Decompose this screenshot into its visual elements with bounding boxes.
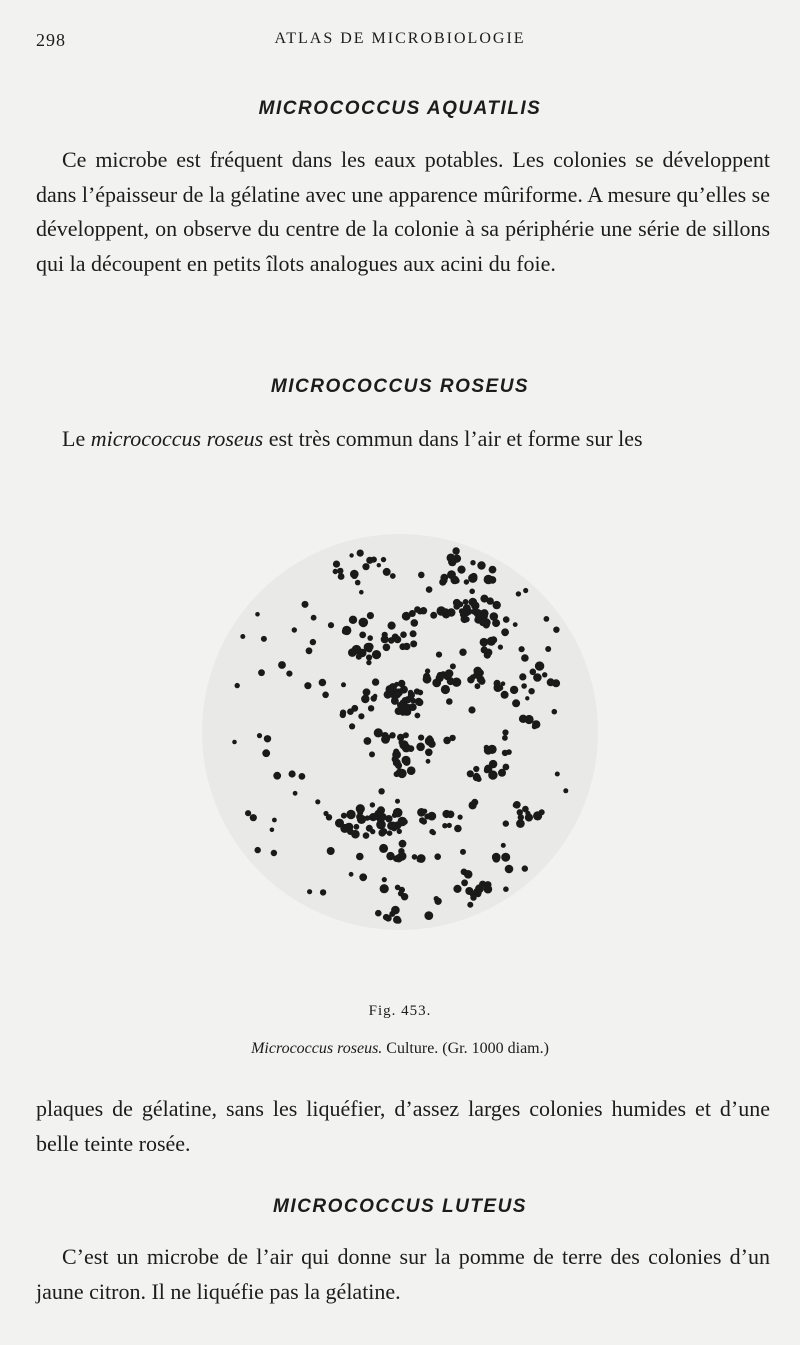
coccus-cell xyxy=(264,735,271,742)
coccus-cell xyxy=(407,766,416,775)
coccus-cell xyxy=(375,910,382,917)
coccus-cell xyxy=(521,654,529,662)
coccus-cell xyxy=(299,773,306,780)
running-title: ATLAS DE MICROBIOLOGIE xyxy=(274,30,526,47)
coccus-cell xyxy=(473,766,479,772)
coccus-cell xyxy=(351,705,358,712)
coccus-cell xyxy=(380,884,389,893)
coccus-cell xyxy=(412,854,418,860)
coccus-cell xyxy=(395,799,400,804)
coccus-cell xyxy=(394,771,400,777)
coccus-cell xyxy=(349,616,357,624)
coccus-cell xyxy=(363,832,370,839)
coccus-cell xyxy=(387,830,393,836)
coccus-cell xyxy=(513,622,518,627)
coccus-cell xyxy=(434,853,441,860)
coccus-cell xyxy=(393,808,403,818)
coccus-cell xyxy=(479,881,486,888)
coccus-cell xyxy=(235,683,240,688)
coccus-cell xyxy=(502,750,508,756)
coccus-cell xyxy=(379,844,388,853)
coccus-cell xyxy=(434,896,439,901)
coccus-cell xyxy=(366,643,374,651)
coccus-cell xyxy=(342,626,351,635)
coccus-cell xyxy=(502,729,508,735)
coccus-cell xyxy=(525,715,534,724)
coccus-cell xyxy=(441,577,448,584)
coccus-cell xyxy=(487,597,494,604)
coccus-cell xyxy=(422,809,427,814)
coccus-cell xyxy=(255,847,261,853)
coccus-cell xyxy=(383,568,391,576)
paragraph-aquatilis: Ce microbe est fréquent dans les eaux potables. Les colonies se développent dans l’épaisseur de la gélatine avec une apparence mûriforme. A mesure qu’elles se développent, on observe du centre de la colonie à sa périphérie une série de sillons qui la découpent en petits îlots analogues aux acini du foie. xyxy=(36,147,770,276)
coccus-cell xyxy=(503,616,510,623)
coccus-cell xyxy=(399,840,407,848)
coccus-cell xyxy=(389,732,395,738)
coccus-cell xyxy=(366,654,372,660)
coccus-cell xyxy=(467,902,473,908)
figure-caption xyxy=(0,1040,800,1058)
coccus-cell xyxy=(370,829,375,834)
coccus-cell xyxy=(392,750,401,759)
coccus-cell xyxy=(475,683,481,689)
coccus-cell xyxy=(356,804,365,813)
coccus-cell xyxy=(388,622,396,630)
coccus-cell xyxy=(519,646,525,652)
coccus-cell xyxy=(490,636,497,643)
coccus-cell xyxy=(367,635,373,641)
coccus-cell xyxy=(378,788,384,794)
coccus-cell xyxy=(372,650,381,659)
coccus-cell xyxy=(394,636,402,644)
coccus-cell xyxy=(278,661,286,669)
coccus-cell xyxy=(552,679,560,687)
coccus-cell xyxy=(489,566,497,574)
coccus-cell xyxy=(255,612,260,617)
coccus-cell xyxy=(261,636,267,642)
coccus-cell xyxy=(498,645,503,650)
coccus-cell xyxy=(519,673,526,680)
coccus-cell xyxy=(302,601,309,608)
coccus-cell xyxy=(501,691,509,699)
coccus-cell xyxy=(484,575,494,585)
coccus-cell xyxy=(372,678,379,685)
coccus-cell xyxy=(416,743,425,752)
coccus-cell xyxy=(437,672,444,679)
coccus-cell xyxy=(470,560,475,565)
coccus-cell xyxy=(270,828,275,833)
coccus-cell xyxy=(452,547,459,554)
coccus-cell xyxy=(469,589,475,595)
coccus-cell xyxy=(501,681,506,686)
coccus-cell xyxy=(388,637,395,644)
coccus-cell xyxy=(457,566,465,574)
coccus-cell xyxy=(426,759,431,764)
coccus-cell xyxy=(501,628,509,636)
coccus-cell xyxy=(447,811,455,819)
coccus-cell xyxy=(356,813,363,820)
coccus-cell xyxy=(311,615,317,621)
coccus-cell xyxy=(441,685,450,694)
coccus-cell xyxy=(436,652,442,658)
coccus-cell xyxy=(521,683,527,689)
coccus-cell xyxy=(359,618,369,628)
coccus-cell xyxy=(349,553,353,557)
coccus-cell xyxy=(489,760,497,768)
coccus-cell xyxy=(374,728,383,737)
coccus-cell xyxy=(383,644,391,652)
coccus-cell xyxy=(349,872,354,877)
coccus-cell xyxy=(340,712,346,718)
coccus-cell xyxy=(362,563,369,570)
coccus-cell xyxy=(447,677,455,685)
coccus-cell xyxy=(426,586,433,593)
coccus-cell xyxy=(545,646,551,652)
coccus-cell xyxy=(377,563,381,567)
coccus-cell xyxy=(408,692,415,699)
paragraph-roseus-suffix: est très commun dans l’air et forme sur les xyxy=(263,426,643,451)
coccus-cell xyxy=(335,819,344,828)
coccus-cell xyxy=(467,770,474,777)
coccus-cell xyxy=(513,802,519,808)
coccus-cell xyxy=(382,632,388,638)
coccus-cell xyxy=(425,749,433,757)
coccus-cell xyxy=(307,889,312,894)
coccus-cell xyxy=(552,709,558,715)
coccus-cell xyxy=(398,848,404,854)
coccus-cell xyxy=(394,682,399,687)
coccus-cell xyxy=(553,627,559,633)
coccus-cell xyxy=(245,810,251,816)
micrograph-field-disc xyxy=(202,534,598,930)
coccus-cell xyxy=(292,627,297,632)
coccus-cell xyxy=(315,799,320,804)
paragraph-roseus-prefix: Le xyxy=(62,426,91,451)
coccus-cell xyxy=(469,598,478,607)
coccus-cell xyxy=(443,737,451,745)
coccus-cell xyxy=(402,743,411,752)
coccus-cell xyxy=(377,806,385,814)
paragraph-roseus xyxy=(36,422,770,457)
coccus-cell xyxy=(232,740,237,745)
coccus-cell xyxy=(385,815,392,822)
coccus-cell xyxy=(358,713,364,719)
coccus-cell xyxy=(293,791,298,796)
coccus-cell xyxy=(512,699,520,707)
coccus-cell xyxy=(396,918,402,924)
coccus-cell xyxy=(403,708,411,716)
coccus-cell xyxy=(418,572,425,579)
figure-caption-detail: Culture. (Gr. 1000 diam.) xyxy=(382,1040,549,1057)
coccus-cell xyxy=(417,854,426,863)
coccus-cell xyxy=(420,607,427,614)
coccus-cell xyxy=(437,606,446,615)
coccus-cell xyxy=(502,735,508,741)
coccus-cell xyxy=(359,590,364,595)
micrograph-figure xyxy=(200,532,600,932)
coccus-cell xyxy=(382,877,387,882)
coccus-cell xyxy=(349,723,355,729)
coccus-cell xyxy=(415,713,421,719)
coccus-cell xyxy=(306,647,313,654)
coccus-cell xyxy=(418,735,424,741)
coccus-cell xyxy=(383,914,390,921)
coccus-cell xyxy=(510,686,518,694)
coccus-cell xyxy=(411,619,419,627)
section-heading-roseus: MICROCOCCUS ROSEUS xyxy=(270,376,530,397)
coccus-cell xyxy=(359,632,366,639)
coccus-cell xyxy=(505,865,514,874)
coccus-cell xyxy=(361,651,366,656)
coccus-cell xyxy=(463,599,469,605)
coccus-cell xyxy=(395,885,401,891)
coccus-cell xyxy=(350,570,359,579)
coccus-cell xyxy=(445,669,454,678)
coccus-cell xyxy=(544,616,550,622)
coccus-cell xyxy=(419,817,425,823)
coccus-cell xyxy=(523,588,528,593)
page-number: 298 xyxy=(36,30,66,50)
coccus-cell xyxy=(410,640,417,647)
coccus-cell xyxy=(272,818,277,823)
coccus-cell xyxy=(386,852,394,860)
coccus-cell xyxy=(503,820,509,826)
coccus-cell xyxy=(447,608,455,616)
coccus-cell xyxy=(403,732,409,738)
coccus-cell xyxy=(446,698,453,705)
section-heading-luteus: MICROCOCCUS LUTEUS xyxy=(273,1196,527,1217)
figure-number: Fig. 453. xyxy=(368,1003,432,1019)
coccus-cell xyxy=(481,612,488,619)
coccus-cell xyxy=(470,892,476,898)
coccus-cell xyxy=(352,645,362,655)
coccus-cell xyxy=(415,698,423,706)
coccus-cell xyxy=(402,819,408,825)
coccus-cell xyxy=(338,573,345,580)
coccus-cell xyxy=(381,828,388,835)
coccus-cell xyxy=(286,671,292,677)
coccus-cell xyxy=(453,599,461,607)
coccus-cell xyxy=(328,622,334,628)
coccus-cell xyxy=(366,660,371,665)
coccus-cell xyxy=(366,557,373,564)
coccus-cell xyxy=(488,745,497,754)
coccus-cell xyxy=(525,696,529,700)
coccus-cell xyxy=(319,679,327,687)
coccus-cell xyxy=(400,631,407,638)
coccus-cell xyxy=(409,610,416,617)
coccus-cell xyxy=(468,706,475,713)
coccus-cell xyxy=(389,911,395,917)
coccus-cell xyxy=(364,737,372,745)
coccus-cell xyxy=(390,822,396,828)
coccus-cell xyxy=(477,561,485,569)
coccus-cell xyxy=(516,819,525,828)
coccus-cell xyxy=(323,811,328,816)
coccus-cell xyxy=(322,692,329,699)
coccus-cell xyxy=(432,679,441,688)
coccus-cell xyxy=(481,646,488,653)
coccus-cell xyxy=(377,815,385,823)
coccus-cell xyxy=(490,612,499,621)
coccus-cell xyxy=(393,759,401,767)
coccus-cell xyxy=(535,661,544,670)
coccus-cell xyxy=(357,550,364,557)
coccus-cell xyxy=(424,911,433,920)
coccus-cell xyxy=(258,669,265,676)
paragraph-roseus-continuation: plaques de gélatine, sans les liquéfier, d’assez larges colonies humides et d’une belle teinte rosée. xyxy=(36,1096,770,1156)
coccus-cell xyxy=(320,889,326,895)
coccus-cell xyxy=(273,772,281,780)
coccus-cell xyxy=(355,580,361,586)
coccus-cell xyxy=(528,688,534,694)
coccus-cell xyxy=(423,673,430,680)
coccus-cell xyxy=(401,893,408,900)
coccus-cell xyxy=(532,724,537,729)
coccus-cell xyxy=(417,690,423,696)
coccus-cell xyxy=(563,788,568,793)
coccus-cell xyxy=(459,649,466,656)
coccus-cell xyxy=(271,850,277,856)
running-head xyxy=(36,30,764,54)
coccus-cell xyxy=(381,557,386,562)
coccus-cell xyxy=(468,574,477,583)
micrograph-culture-image xyxy=(200,532,600,932)
coccus-cell xyxy=(240,634,245,639)
coccus-cell xyxy=(250,814,257,821)
coccus-cell xyxy=(381,735,390,744)
coccus-cell xyxy=(337,568,343,574)
coccus-cell xyxy=(463,609,470,616)
coccus-cell xyxy=(476,776,482,782)
coccus-cell xyxy=(359,873,367,881)
coccus-cell xyxy=(501,843,506,848)
coccus-cell xyxy=(424,814,430,820)
coccus-cell xyxy=(454,555,460,561)
coccus-cell xyxy=(530,669,537,676)
coccus-cell xyxy=(431,830,436,835)
coccus-cell xyxy=(461,879,468,886)
coccus-cell xyxy=(430,612,437,619)
coccus-cell xyxy=(454,578,460,584)
coccus-cell xyxy=(453,885,461,893)
coccus-cell xyxy=(333,561,340,568)
coccus-cell xyxy=(533,811,542,820)
coccus-cell xyxy=(460,849,466,855)
coccus-cell xyxy=(458,815,463,820)
section-heading-aquatilis: MICROCOCCUS AQUATILIS xyxy=(258,98,542,119)
coccus-cell xyxy=(391,697,398,704)
coccus-cell xyxy=(516,591,521,596)
coccus-cell xyxy=(398,680,405,687)
coccus-cell xyxy=(396,821,402,827)
coccus-cell xyxy=(498,769,506,777)
paragraph-luteus: C’est un microbe de l’air qui donne sur la pomme de terre des colonies d’un jaune citron. Il ne liquéfie pas la gélatine. xyxy=(36,1244,770,1304)
coccus-cell xyxy=(369,751,375,757)
coccus-cell xyxy=(454,825,462,833)
coccus-cell xyxy=(371,695,377,701)
coccus-cell xyxy=(484,745,489,750)
coccus-cell xyxy=(503,886,509,892)
figure-caption-species: Micrococcus roseus. xyxy=(251,1040,383,1057)
coccus-cell xyxy=(392,690,401,699)
coccus-cell xyxy=(525,811,530,816)
coccus-cell xyxy=(304,682,311,689)
coccus-cell xyxy=(555,772,560,777)
coccus-cell xyxy=(461,869,467,875)
coccus-cell xyxy=(542,672,547,677)
coccus-cell xyxy=(492,855,500,863)
coccus-cell xyxy=(478,678,485,685)
coccus-cell xyxy=(425,736,434,745)
coccus-cell xyxy=(469,801,477,809)
coccus-cell xyxy=(367,612,374,619)
coccus-cell xyxy=(341,682,346,687)
coccus-cell xyxy=(262,749,270,757)
paragraph-roseus-italic: micrococcus roseus xyxy=(90,426,264,451)
coccus-cell xyxy=(346,810,355,819)
coccus-cell xyxy=(484,768,490,774)
coccus-cell xyxy=(403,758,411,766)
coccus-cell xyxy=(447,823,452,828)
coccus-cell xyxy=(395,707,403,715)
coccus-cell xyxy=(501,853,510,862)
coccus-cell xyxy=(363,688,371,696)
coccus-cell xyxy=(368,705,374,711)
coccus-cell xyxy=(356,853,364,861)
coccus-cell xyxy=(370,802,375,807)
coccus-cell xyxy=(354,824,360,830)
coccus-cell xyxy=(464,616,470,622)
coccus-cell xyxy=(464,579,469,584)
coccus-cell xyxy=(397,829,402,834)
coccus-cell xyxy=(327,847,335,855)
coccus-cell xyxy=(289,770,296,777)
coccus-cell xyxy=(522,865,528,871)
coccus-cell xyxy=(471,609,477,615)
coccus-cell xyxy=(479,618,487,626)
coccus-cell xyxy=(403,643,410,650)
coccus-cell xyxy=(310,639,316,645)
coccus-cell xyxy=(410,630,417,637)
coccus-cell xyxy=(257,733,262,738)
coccus-cell xyxy=(347,828,354,835)
coccus-cell xyxy=(493,601,501,609)
coccus-cell xyxy=(390,573,396,579)
coccus-cell xyxy=(341,813,347,819)
coccus-cell xyxy=(356,654,362,660)
coccus-cell xyxy=(450,663,456,669)
